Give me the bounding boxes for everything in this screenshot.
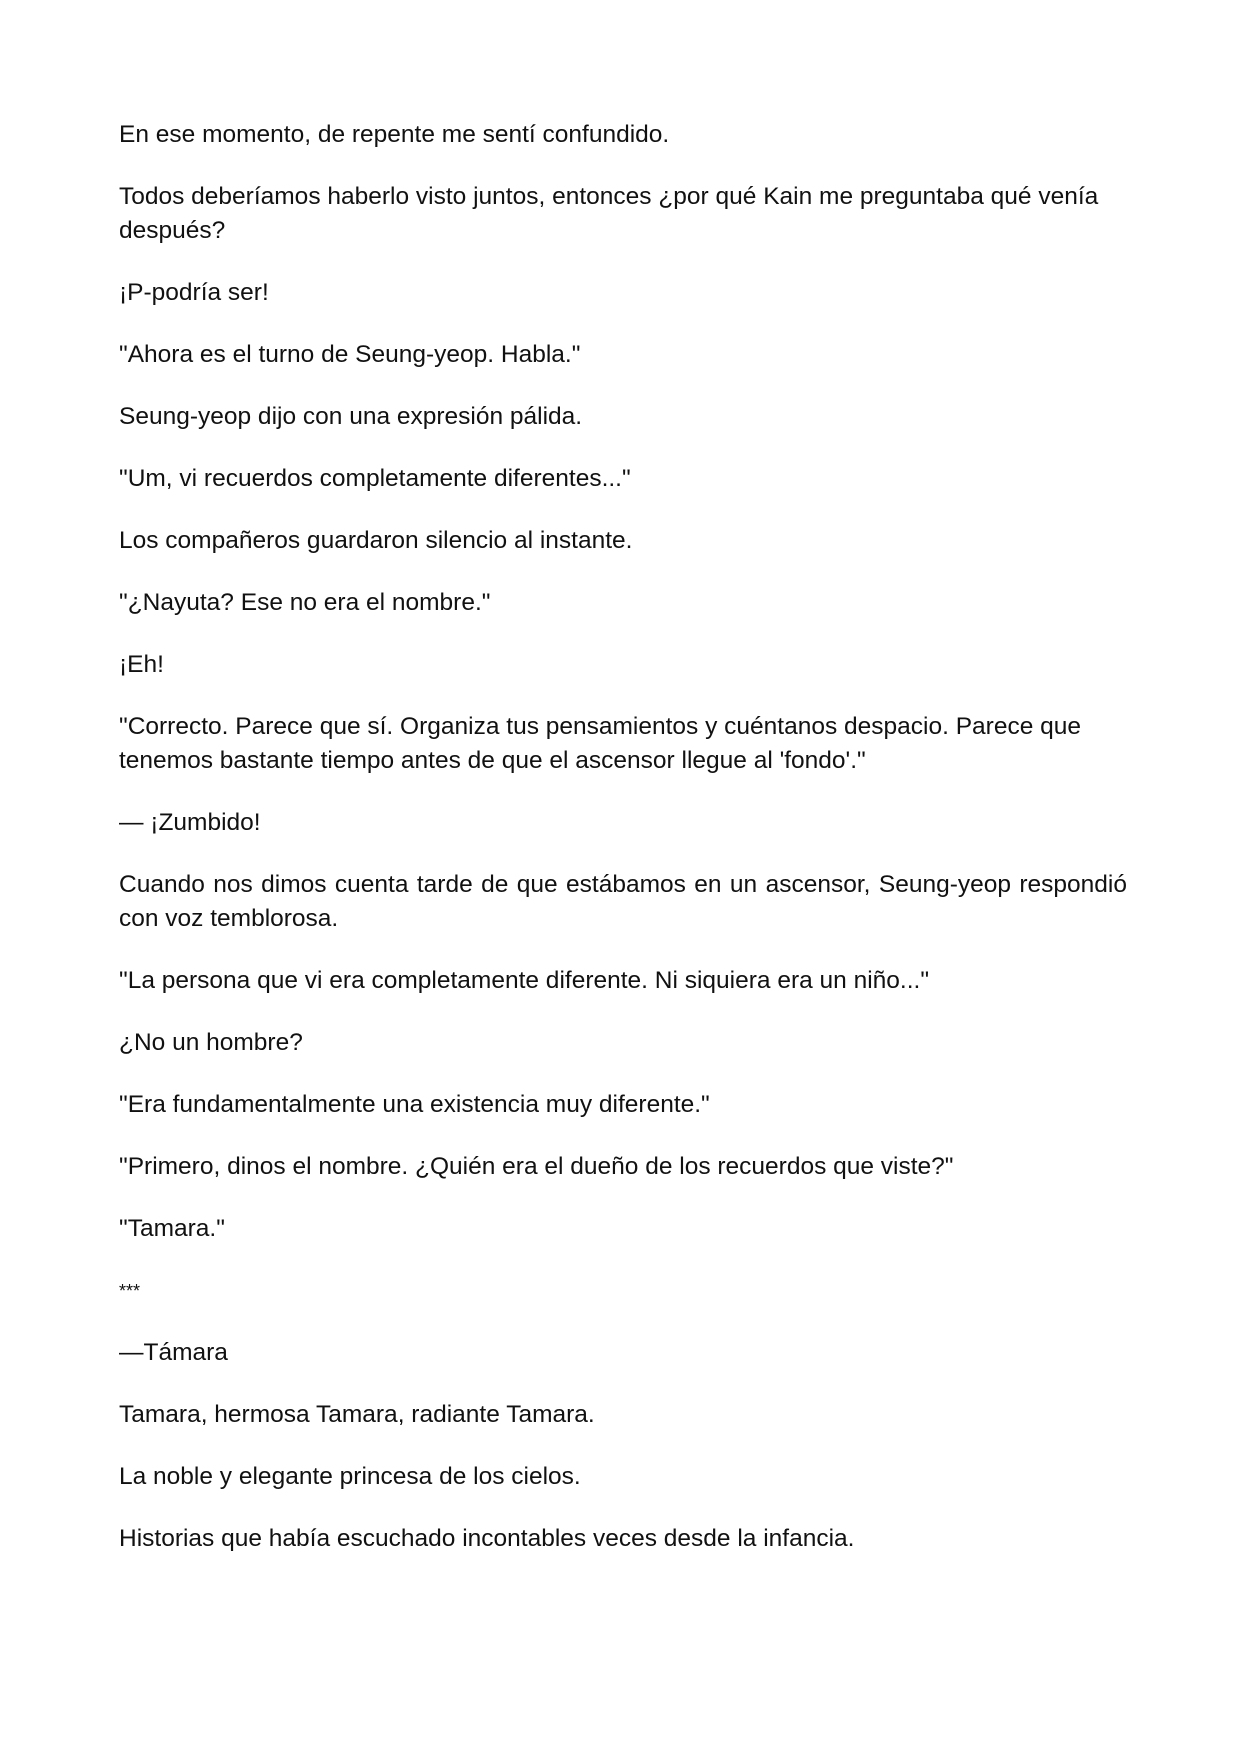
paragraph: En ese momento, de repente me sentí confundido. bbox=[119, 121, 670, 148]
paragraph: ¡P-podría ser! bbox=[119, 279, 269, 306]
scene-break: *** bbox=[119, 1281, 141, 1301]
paragraph: "Ahora es el turno de Seung-yeop. Habla." bbox=[119, 341, 581, 368]
paragraph: Historias que había escuchado incontables veces desde la infancia. bbox=[119, 1525, 855, 1552]
paragraph: Todos deberíamos haberlo visto juntos, entonces ¿por qué Kain me preguntaba qué venía después? bbox=[119, 183, 1099, 244]
paragraph: "Tamara." bbox=[119, 1215, 225, 1242]
paragraph: Los compañeros guardaron silencio al instante. bbox=[119, 527, 633, 554]
paragraph: ¡Eh! bbox=[119, 651, 164, 678]
paragraph: La noble y elegante princesa de los cielos. bbox=[119, 1463, 581, 1490]
paragraph: Cuando nos dimos cuenta tarde de que estábamos en un ascensor, Seung-yeop respondió con voz temblorosa. bbox=[119, 871, 1127, 932]
paragraph: "Correcto. Parece que sí. Organiza tus pensamientos y cuéntanos despacio. Parece que tenemos bastante tiempo antes de que el ascensor llegue al 'fondo'." bbox=[119, 713, 1082, 774]
paragraph: "Era fundamentalmente una existencia muy diferente." bbox=[119, 1091, 710, 1118]
paragraph: Seung-yeop dijo con una expresión pálida. bbox=[119, 403, 583, 430]
paragraph: Tamara, hermosa Tamara, radiante Tamara. bbox=[119, 1401, 595, 1428]
paragraph: — ¡Zumbido! bbox=[119, 809, 261, 836]
paragraph: "La persona que vi era completamente diferente. Ni siquiera era un niño..." bbox=[119, 967, 930, 994]
paragraph: "¿Nayuta? Ese no era el nombre." bbox=[119, 589, 491, 616]
document-body bbox=[119, 118, 1127, 1584]
paragraph: "Primero, dinos el nombre. ¿Quién era el dueño de los recuerdos que viste?" bbox=[119, 1153, 954, 1180]
paragraph: "Um, vi recuerdos completamente diferentes..." bbox=[119, 465, 631, 492]
paragraph: ¿No un hombre? bbox=[119, 1029, 303, 1056]
paragraph: —Támara bbox=[119, 1339, 228, 1366]
